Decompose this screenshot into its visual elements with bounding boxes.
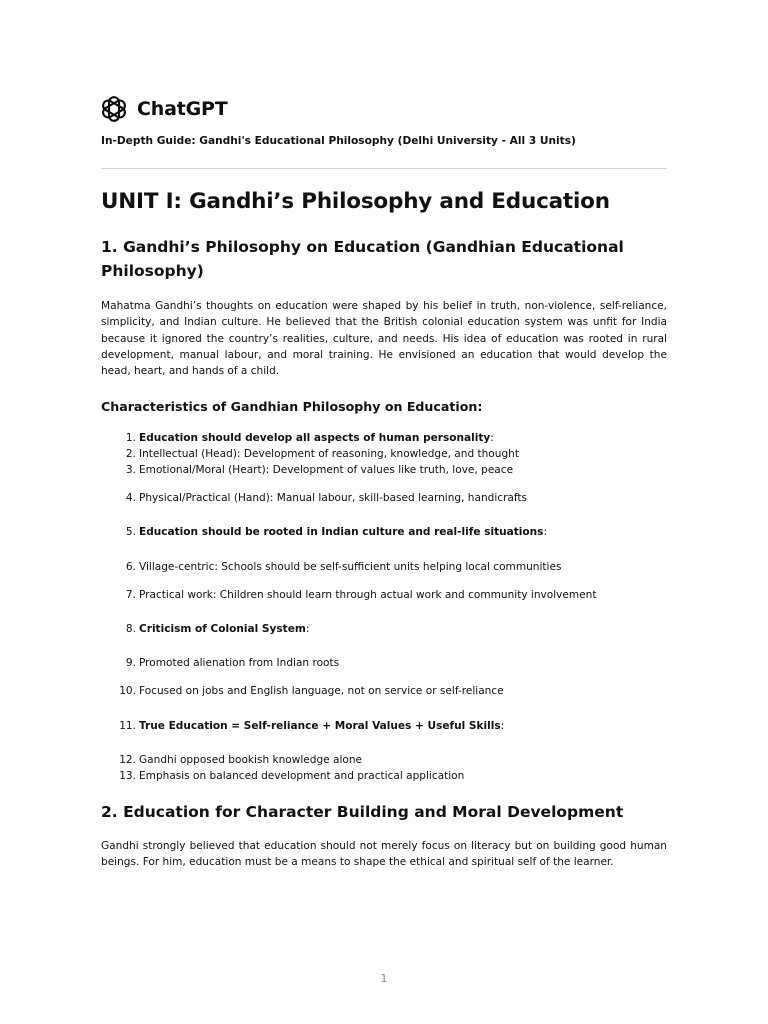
list-item-text: Focused on jobs and English language, not on service or self-reliance [139,685,504,697]
list-item-number: 11. [119,720,136,732]
list-item-text: Physical/Practical (Hand): Manual labour, skill-based learning, handicrafts [139,492,528,504]
brand-header [100,95,227,123]
list-item-number: 8. [125,623,136,635]
characteristics-heading: Characteristics of Gandhian Philosophy on Education: [101,399,483,414]
list-item-number: 9. [125,657,136,669]
list-item-bold-text: Education should be rooted in Indian culture and real-life situations [139,526,544,538]
list-item-number: 12. [119,754,136,766]
list-item-text: Village-centric: Schools should be self-sufficient units helping local communities [139,561,562,573]
list-item-bold-text: True Education = Self-reliance + Moral Values + Useful Skills [139,720,501,732]
list-item-text: Practical work: Children should learn through actual work and community involvement [139,589,597,601]
brand-name: ChatGPT [137,98,228,120]
openai-logo-icon [100,95,128,123]
list-item-text: Promoted alienation from Indian roots [139,657,340,669]
document-subtitle: In-Depth Guide: Gandhi's Educational Philosophy (Delhi University - All 3 Units) [101,135,576,147]
list-item-text: : [500,720,505,732]
unit-title: UNIT I: Gandhi’s Philosophy and Education [101,189,610,214]
list-item-text: : [490,432,494,444]
list-item-text: Emotional/Moral (Heart): Development of values like truth, love, peace [139,464,514,476]
list-item-text: : [543,526,547,538]
list-item-number: 1. [125,432,136,444]
list-item-number: 13. [119,770,136,782]
list-item-number: 6. [125,561,136,573]
section-2-paragraph: Gandhi strongly believed that education should not merely focus on literacy but on building good human beings. For him, education must be a means to shape the ethical and spiritual self of the learner. [101,840,667,869]
list-item-text: Intellectual (Head): Development of reasoning, knowledge, and thought [139,448,519,460]
list-item-number: 3. [125,464,136,476]
section-1-heading: 1. Gandhi’s Philosophy on Education (Gandhian Educational Philosophy) [101,238,624,280]
list-item-number: 7. [125,589,136,601]
list-item-text: Gandhi opposed bookish knowledge alone [139,754,363,766]
list-item-bold-text: Education should develop all aspects of human personality [139,432,491,444]
list-item-number: 2. [125,448,136,460]
section-1-paragraph: Mahatma Gandhi’s thoughts on education were shaped by his belief in truth, non-violence, self-reliance, simplicity, and Indian culture. He believed that the British colonial education system was unfit for India because it ignored the country’s realities, culture, and needs. His idea of education was rooted in rural development, manual labour, and moral training. He envisioned an education that would develop the head, heart, and hands of a child. [101,300,667,378]
list-item-text: : [305,623,310,635]
section-2-heading: 2. Education for Character Building and Moral Development [101,803,624,821]
list-item-number: 10. [119,685,136,697]
divider [101,168,667,169]
list-item-text: Emphasis on balanced development and practical application [139,770,465,782]
list-item-number: 5. [125,526,136,538]
page-number: 1 [380,973,388,985]
list-item-bold-text: Criticism of Colonial System [139,623,306,635]
list-item-number: 4. [125,492,136,504]
